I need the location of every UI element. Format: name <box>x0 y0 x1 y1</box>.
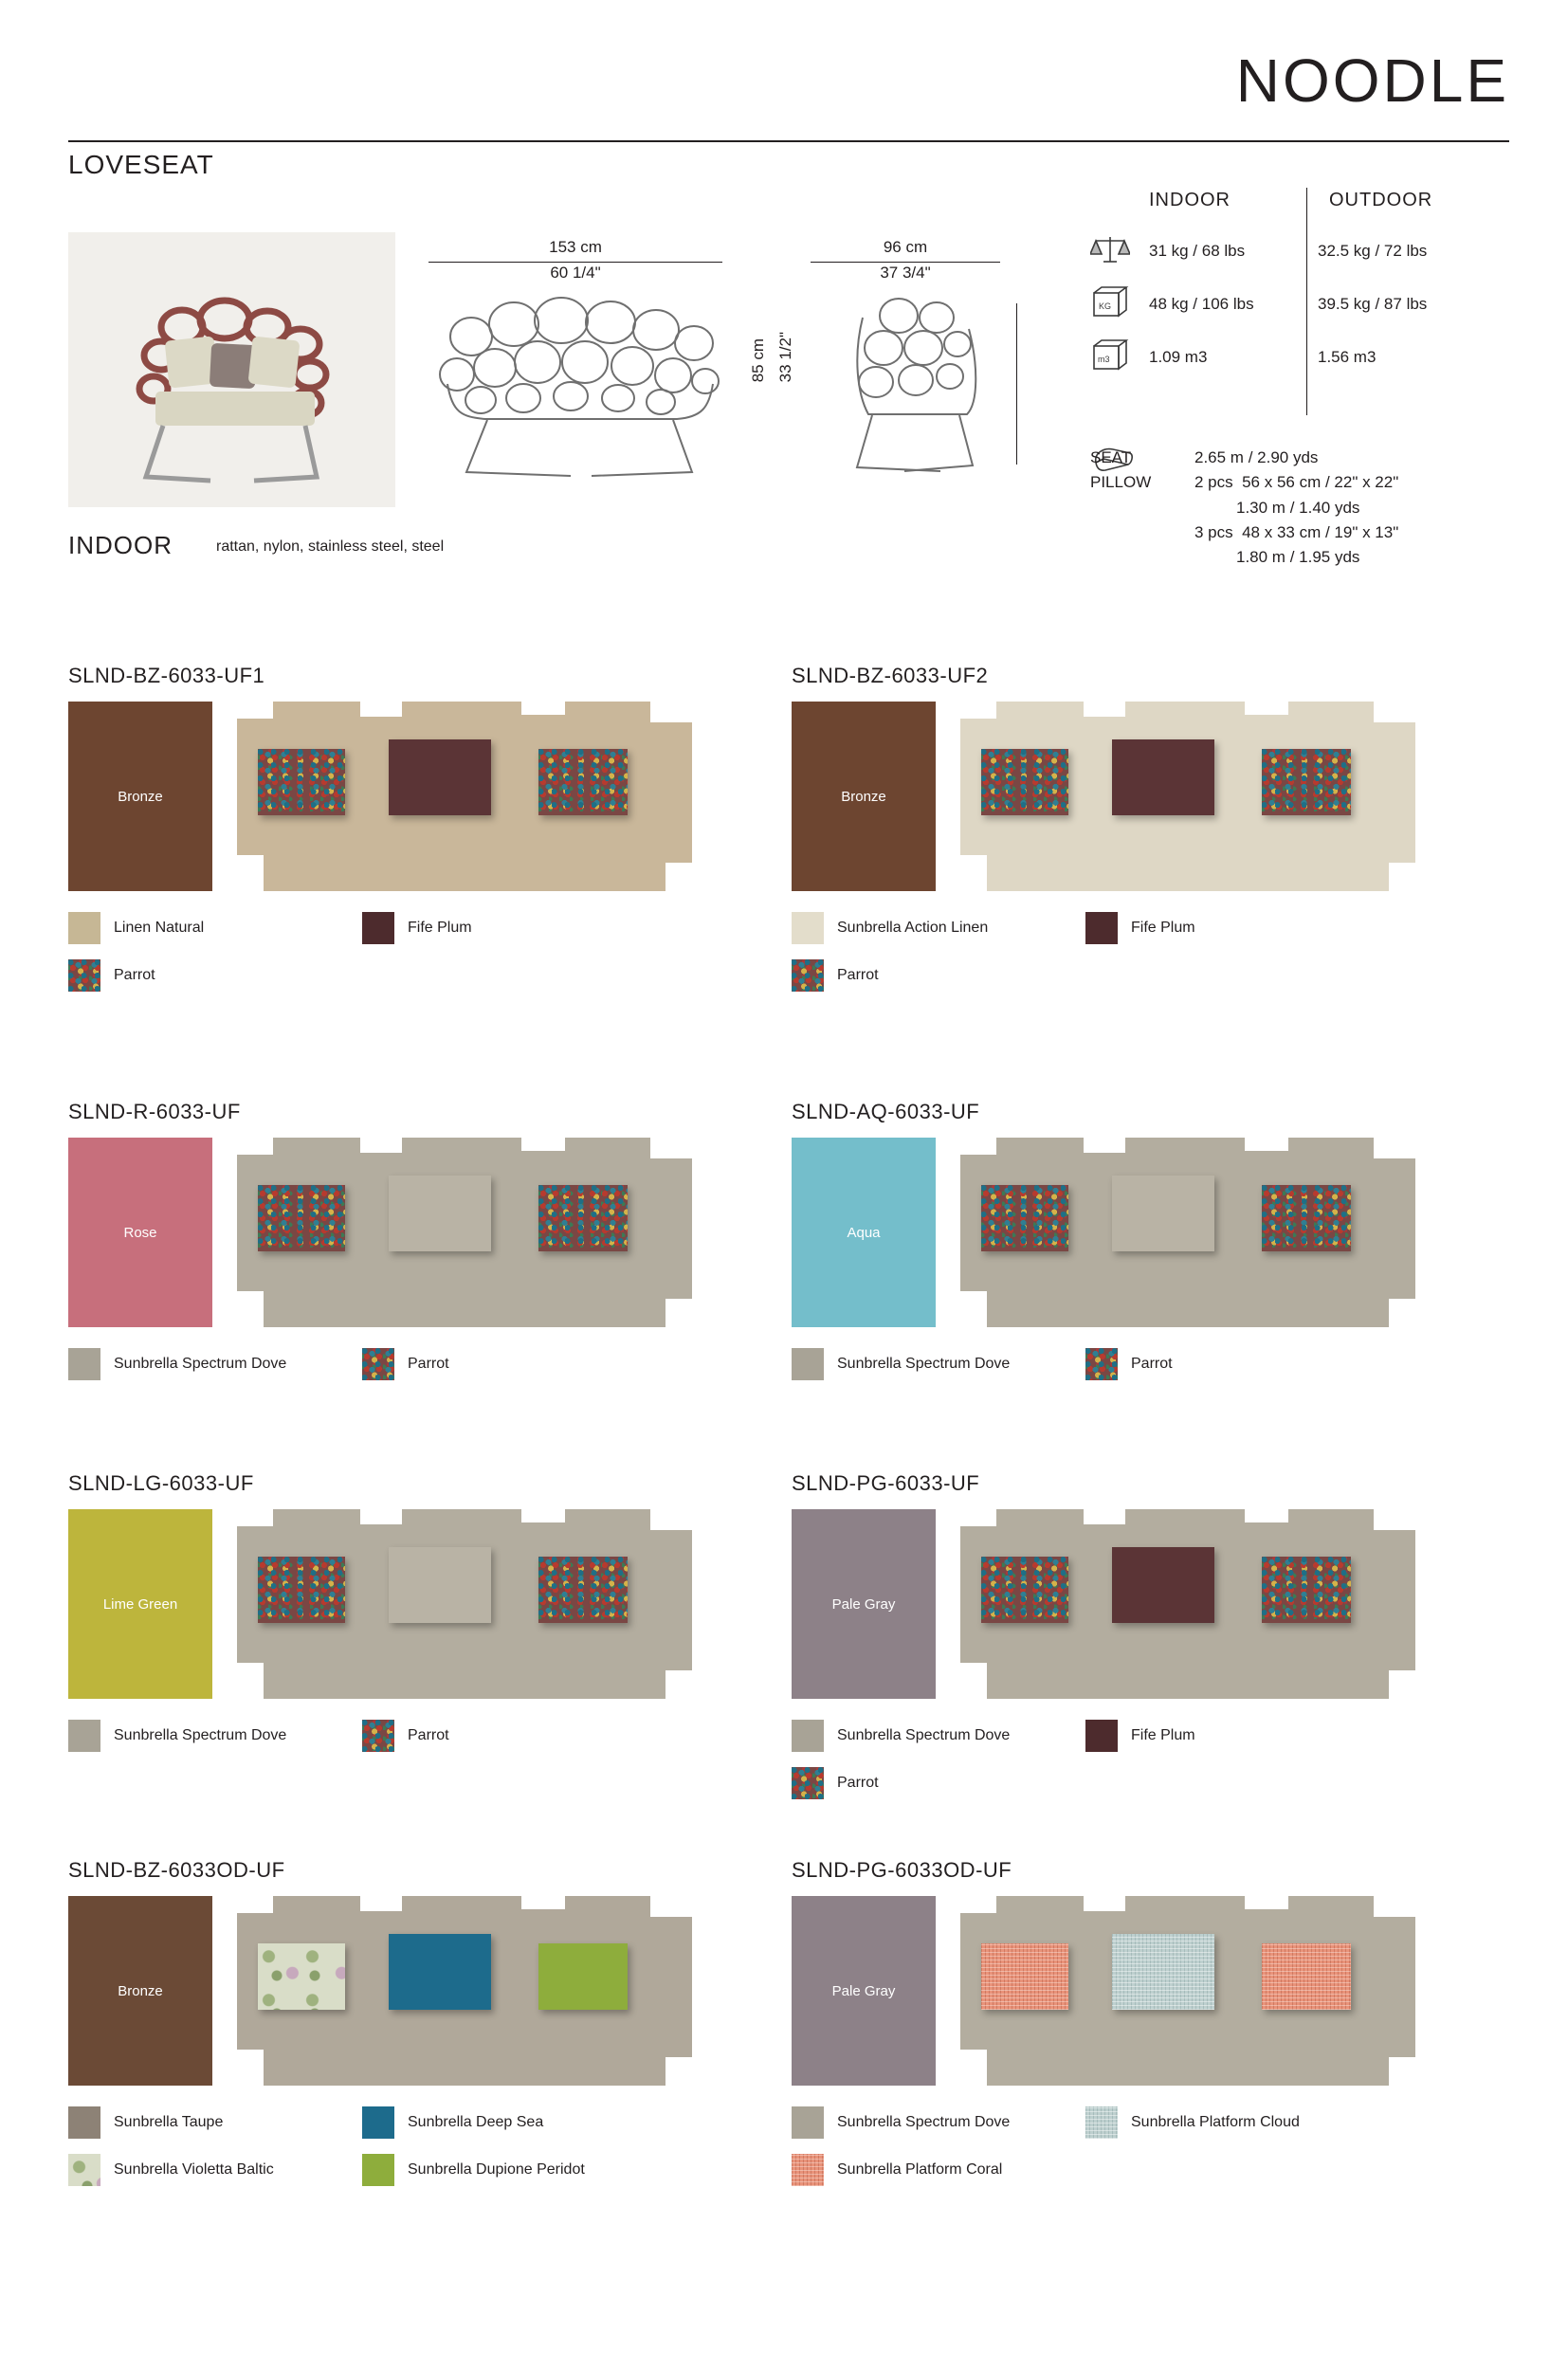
fabric-name: Sunbrella Action Linen <box>837 920 989 936</box>
variant-block <box>792 1858 1436 2201</box>
scene-notch <box>1374 1896 1415 1917</box>
cushion-swatch[interactable] <box>1262 1943 1351 2010</box>
weight-outdoor-value: 32.5 kg / 72 lbs <box>1318 242 1428 260</box>
scene-notch <box>960 1138 996 1155</box>
scene-notch <box>665 1670 692 1699</box>
list-item[interactable] <box>68 2154 362 2186</box>
variant-block <box>68 1858 713 2201</box>
variant-sku: SLND-AQ-6033-UF <box>792 1100 980 1123</box>
scene-notch <box>237 1138 273 1155</box>
variant-swatch-row <box>792 1138 1436 1327</box>
cushion-swatch[interactable] <box>981 1185 1068 1251</box>
fabric-name: Fife Plum <box>1131 920 1195 936</box>
frame-color-label: Bronze <box>841 788 886 805</box>
scene-notch <box>521 1138 565 1151</box>
fabric-chip <box>1085 1348 1118 1380</box>
cushion-swatch[interactable] <box>981 1943 1068 2010</box>
shipping-weight-indoor: 48 kg / 106 lbs <box>1149 295 1254 313</box>
upholstery-scene <box>237 1509 692 1699</box>
frame-color-swatch[interactable] <box>792 1509 936 1699</box>
scene-notch <box>237 1509 273 1526</box>
fabric-legend <box>792 912 1436 992</box>
height-dimension-line <box>1016 303 1017 465</box>
list-item[interactable] <box>68 2106 362 2139</box>
fabric-chip <box>362 1720 394 1752</box>
fabric-name: Sunbrella Spectrum Dove <box>837 1356 1011 1372</box>
variant-block <box>68 664 713 1007</box>
cushion-swatch[interactable] <box>538 1185 628 1251</box>
fabric-chip <box>792 912 824 944</box>
frame-color-label: Pale Gray <box>831 1595 896 1613</box>
frame-color-label: Aqua <box>847 1224 881 1241</box>
scene-notch <box>360 1896 402 1911</box>
variant-sku: SLND-BZ-6033-UF2 <box>792 664 989 687</box>
fabric-chip <box>362 2154 394 2186</box>
cushion-swatch[interactable] <box>258 1185 345 1251</box>
cushion-swatch[interactable] <box>1262 1185 1351 1251</box>
variant-swatch-row <box>68 702 713 891</box>
list-item[interactable] <box>68 1720 362 1752</box>
list-item[interactable] <box>68 912 362 944</box>
scene-notch <box>650 1509 692 1530</box>
scene-notch <box>960 702 996 719</box>
list-item[interactable] <box>1085 1348 1379 1380</box>
cushion-spec-block <box>1090 446 1507 571</box>
side-dimension-label: 96 cm 37 3/4" <box>811 237 1000 284</box>
fabric-chip <box>362 2106 394 2139</box>
scene-notch <box>237 2050 264 2086</box>
frame-color-swatch[interactable] <box>792 1138 936 1327</box>
scene-notch <box>1374 702 1415 722</box>
list-item[interactable] <box>792 1767 1085 1799</box>
fabric-legend <box>68 1720 713 1752</box>
fabric-legend <box>68 912 713 992</box>
variant-sku: SLND-BZ-6033-UF1 <box>68 664 265 687</box>
scene-notch <box>1084 1509 1125 1524</box>
fabric-name: Sunbrella Violetta Baltic <box>114 2161 274 2178</box>
volume-indoor: 1.09 m3 <box>1149 348 1208 366</box>
fabric-chip <box>792 1720 824 1752</box>
list-item[interactable] <box>362 912 656 944</box>
fabric-name: Parrot <box>408 1356 449 1372</box>
fabric-name: Sunbrella Spectrum Dove <box>837 2114 1011 2130</box>
fabric-chip <box>792 2106 824 2139</box>
legend-row <box>792 1348 1436 1380</box>
scene-notch <box>360 1138 402 1153</box>
scene-notch <box>1084 1138 1125 1153</box>
fabric-name: Fife Plum <box>1131 1727 1195 1743</box>
fabric-chip <box>68 2106 100 2139</box>
variant-swatch-row <box>792 1896 1436 2086</box>
fabric-chip <box>68 1720 100 1752</box>
cushion-swatch[interactable] <box>1112 1934 1214 2010</box>
frame-color-label: Bronze <box>118 788 163 805</box>
frame-color-swatch[interactable] <box>68 1896 212 2086</box>
list-item[interactable] <box>792 2154 1085 2186</box>
cushion-swatch[interactable] <box>1262 1557 1351 1623</box>
variant-swatch-row <box>68 1509 713 1699</box>
weight-indoor-value: 31 kg / 68 lbs <box>1149 242 1246 260</box>
list-item[interactable] <box>362 1348 656 1380</box>
scene-notch <box>650 702 692 722</box>
variant-sku: SLND-PG-6033-UF <box>792 1471 980 1495</box>
scene-notch <box>237 855 264 891</box>
fabric-name: Sunbrella Platform Cloud <box>1131 2114 1300 2130</box>
fabric-legend <box>68 2106 713 2186</box>
legend-row <box>68 2154 713 2186</box>
fabric-name: Parrot <box>114 967 155 983</box>
frame-color-swatch[interactable] <box>68 1509 212 1699</box>
fabric-chip <box>68 912 100 944</box>
fabric-name: Fife Plum <box>408 920 472 936</box>
legend-row <box>68 912 713 944</box>
volume-outdoor: 1.56 m3 <box>1318 348 1377 366</box>
scene-notch <box>1245 702 1288 715</box>
scene-notch <box>237 1896 273 1913</box>
fabric-name: Linen Natural <box>114 920 205 936</box>
upholstery-scene <box>960 702 1415 891</box>
frame-color-swatch[interactable] <box>68 702 212 891</box>
scene-notch <box>360 702 402 717</box>
header-divider <box>68 140 1509 142</box>
scene-notch <box>1374 1138 1415 1158</box>
cushion-swatch[interactable] <box>389 1547 491 1623</box>
volume-m3-icon <box>1090 338 1149 377</box>
scene-notch <box>237 702 273 719</box>
legend-row <box>792 959 1436 992</box>
legend-row <box>68 1348 713 1380</box>
pillow-label: PILLOW <box>1090 473 1152 492</box>
pillow-qty-2: 3 pcs <box>1194 523 1233 542</box>
fabric-name: Sunbrella Dupione Peridot <box>408 2161 585 2178</box>
cushion-swatch[interactable] <box>538 1557 628 1623</box>
pillow-size-2: 48 x 33 cm / 19" x 13" <box>1242 523 1399 542</box>
cushion-swatch[interactable] <box>1112 1176 1214 1251</box>
scene-notch <box>960 2050 987 2086</box>
box-kg-icon <box>1090 285 1149 324</box>
variant-swatch-row <box>68 1138 713 1327</box>
fabric-name: Parrot <box>837 1775 879 1791</box>
materials-category: INDOOR <box>68 531 173 559</box>
fabric-chip <box>68 959 100 992</box>
legend-row <box>792 2106 1436 2139</box>
scene-notch <box>1389 1670 1415 1699</box>
cushion-swatch[interactable] <box>1112 1547 1214 1623</box>
scene-notch <box>521 1509 565 1522</box>
frame-color-label: Rose <box>123 1224 157 1241</box>
upholstery-scene <box>237 1896 692 2086</box>
scene-notch <box>1245 1896 1288 1909</box>
scene-notch <box>1245 1138 1288 1151</box>
weights-col-indoor: INDOOR <box>1149 190 1231 210</box>
cushion-swatch[interactable] <box>258 1557 345 1623</box>
seat-yardage: 2.65 m / 2.90 yds <box>1194 448 1319 466</box>
pillow-yardage-2: 1.80 m / 1.95 yds <box>1236 548 1360 567</box>
upholstery-scene <box>960 1896 1415 2086</box>
cushion-swatch[interactable] <box>981 749 1068 815</box>
fabric-chip <box>792 2154 824 2186</box>
fabric-chip <box>1085 2106 1118 2139</box>
cushion-swatch[interactable] <box>981 1557 1068 1623</box>
cushion-swatch[interactable] <box>1112 739 1214 815</box>
scene-notch <box>1389 1299 1415 1327</box>
scene-notch <box>650 1138 692 1158</box>
fabric-name: Sunbrella Spectrum Dove <box>837 1727 1011 1743</box>
weights-table-header <box>1090 190 1507 211</box>
pillow-size-1: 56 x 56 cm / 22" x 22" <box>1242 473 1399 492</box>
variant-block <box>792 1100 1436 1395</box>
cushion-swatch[interactable] <box>389 1934 491 2010</box>
scene-notch <box>665 863 692 891</box>
scene-notch <box>960 1663 987 1699</box>
weights-col-outdoor: OUTDOOR <box>1329 190 1433 210</box>
variant-block <box>792 664 1436 1007</box>
table-row <box>1090 225 1507 278</box>
fabric-chip <box>792 1767 824 1799</box>
height-dimension-label: 85 cm 33 1/2" <box>749 332 794 383</box>
cushion-swatch[interactable] <box>389 739 491 815</box>
scene-notch <box>960 1509 996 1526</box>
front-elevation-drawing <box>428 294 732 488</box>
variant-sku: SLND-R-6033-UF <box>68 1100 241 1123</box>
legend-row <box>792 912 1436 944</box>
variant-swatch-row <box>792 702 1436 891</box>
product-photo <box>68 232 395 507</box>
weights-table <box>1090 190 1507 384</box>
legend-row <box>68 959 713 992</box>
fabric-name: Parrot <box>408 1727 449 1743</box>
fabric-name: Sunbrella Spectrum Dove <box>114 1356 287 1372</box>
side-elevation-drawing <box>834 289 1024 488</box>
list-item[interactable] <box>792 1348 1085 1380</box>
fabric-chip <box>362 1348 394 1380</box>
cushion-swatch[interactable] <box>389 1176 491 1251</box>
frame-color-swatch[interactable] <box>792 1896 936 2086</box>
fabric-legend <box>792 2106 1436 2186</box>
list-item[interactable] <box>792 2106 1085 2139</box>
page-title: LOVESEAT <box>68 150 214 179</box>
fabric-chip <box>1085 912 1118 944</box>
fabric-chip <box>1085 1720 1118 1752</box>
fabric-legend <box>792 1348 1436 1380</box>
shipping-weight-outdoor: 39.5 kg / 87 lbs <box>1318 295 1428 313</box>
upholstery-scene <box>237 1138 692 1327</box>
scene-notch <box>650 1896 692 1917</box>
materials-text: rattan, nylon, stainless steel, steel <box>216 538 445 555</box>
upholstery-scene <box>237 702 692 891</box>
scene-notch <box>1374 1509 1415 1530</box>
cushion-swatch[interactable] <box>1262 749 1351 815</box>
frame-color-swatch[interactable] <box>68 1138 212 1327</box>
brand-title: NOODLE <box>1235 46 1509 115</box>
list-item[interactable] <box>362 1720 656 1752</box>
frame-color-swatch[interactable] <box>792 702 936 891</box>
scene-notch <box>960 1896 996 1913</box>
seat-label: SEAT <box>1090 448 1132 466</box>
scene-notch <box>237 1663 264 1699</box>
legend-row <box>792 1720 1436 1752</box>
scale-icon <box>1090 233 1149 270</box>
scene-notch <box>1389 2057 1415 2086</box>
legend-row <box>792 1767 1436 1799</box>
scene-notch <box>1245 1509 1288 1522</box>
cushion-swatch[interactable] <box>258 749 345 815</box>
legend-row <box>68 2106 713 2139</box>
fabric-chip <box>362 912 394 944</box>
fabric-chip <box>792 959 824 992</box>
fabric-chip <box>68 2154 100 2186</box>
list-item[interactable] <box>1085 2106 1379 2139</box>
scene-notch <box>665 2057 692 2086</box>
fabric-legend <box>68 1348 713 1380</box>
scene-notch <box>237 1291 264 1327</box>
list-item[interactable] <box>1085 912 1379 944</box>
scene-notch <box>960 1291 987 1327</box>
fabric-chip <box>792 1348 824 1380</box>
cushion-swatch[interactable] <box>538 749 628 815</box>
svg-text:KG: KG <box>1099 301 1112 311</box>
variant-swatch-row <box>68 1896 713 2086</box>
list-item[interactable] <box>792 959 1085 992</box>
fabric-name: Sunbrella Deep Sea <box>408 2114 544 2130</box>
pillow-qty-1: 2 pcs <box>1194 473 1233 492</box>
list-item[interactable] <box>1085 1720 1379 1752</box>
fabric-name: Sunbrella Taupe <box>114 2114 224 2130</box>
legend-row <box>792 2154 1436 2186</box>
list-item[interactable] <box>792 912 1085 944</box>
fabric-legend <box>792 1720 1436 1799</box>
scene-notch <box>360 1509 402 1524</box>
upholstery-scene <box>960 1138 1415 1327</box>
list-item[interactable] <box>792 1720 1085 1752</box>
scene-notch <box>665 1299 692 1327</box>
frame-color-label: Lime Green <box>102 1595 178 1613</box>
variant-block <box>68 1100 713 1395</box>
svg-text:m3: m3 <box>1098 354 1110 364</box>
fabric-name: Parrot <box>1131 1356 1173 1372</box>
fabric-name: Sunbrella Spectrum Dove <box>114 1727 287 1743</box>
pillow-yardage-1: 1.30 m / 1.40 yds <box>1236 498 1360 517</box>
front-dimension-label: 153 cm 60 1/4" <box>428 237 722 284</box>
fabric-name: Parrot <box>837 967 879 983</box>
fabric-name: Sunbrella Platform Coral <box>837 2161 1003 2178</box>
cushion-swatch[interactable] <box>258 1943 345 2010</box>
upholstery-scene <box>960 1509 1415 1699</box>
frame-color-label: Bronze <box>118 1982 163 1999</box>
variant-sku: SLND-LG-6033-UF <box>68 1471 254 1495</box>
list-item[interactable] <box>68 1348 362 1380</box>
variant-sku: SLND-PG-6033OD-UF <box>792 1858 1012 1882</box>
variant-block <box>792 1471 1436 1814</box>
variant-sku: SLND-BZ-6033OD-UF <box>68 1858 285 1882</box>
legend-row <box>68 1720 713 1752</box>
scene-notch <box>1389 863 1415 891</box>
frame-color-label: Pale Gray <box>831 1982 896 1999</box>
scene-notch <box>521 1896 565 1909</box>
variant-swatch-row <box>792 1509 1436 1699</box>
list-item[interactable] <box>362 2154 656 2186</box>
table-row <box>1090 331 1507 384</box>
list-item[interactable] <box>362 2106 656 2139</box>
list-item[interactable] <box>68 959 362 992</box>
table-row <box>1090 278 1507 331</box>
cushion-swatch[interactable] <box>538 1943 628 2010</box>
scene-notch <box>1084 1896 1125 1911</box>
fabric-chip <box>68 1348 100 1380</box>
scene-notch <box>960 855 987 891</box>
variant-block <box>68 1471 713 1767</box>
scene-notch <box>521 702 565 715</box>
scene-notch <box>1084 702 1125 717</box>
